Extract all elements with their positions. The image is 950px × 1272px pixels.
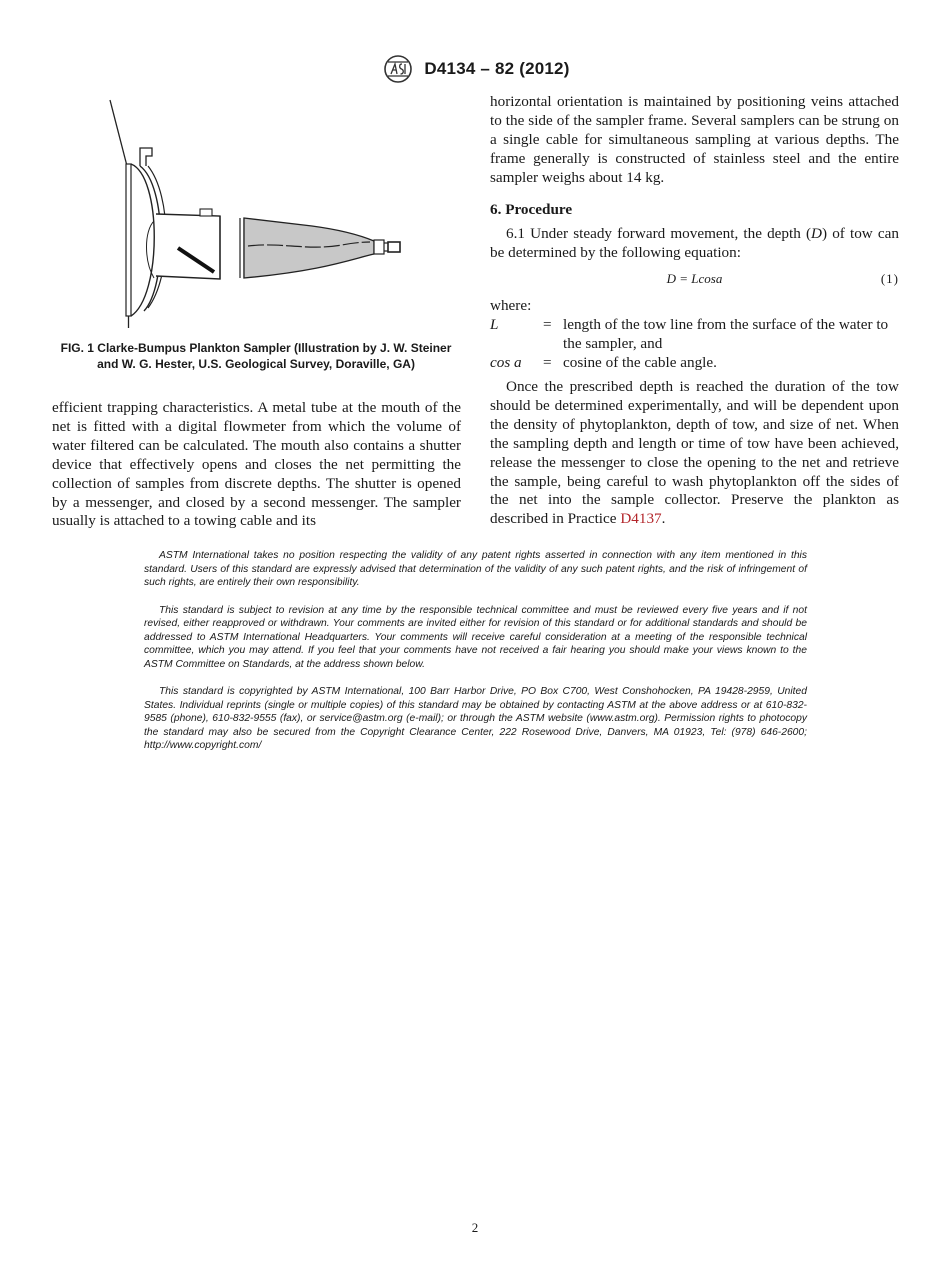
section-heading: 6. Procedure bbox=[490, 200, 573, 218]
equation: D = Lcosa bbox=[666, 271, 723, 287]
paragraph-6-1 bbox=[490, 225, 899, 263]
definition-equals: = bbox=[543, 353, 552, 371]
definition-text: length of the tow line from the surface of the water to the sampler, and bbox=[563, 316, 889, 353]
text-run: ) of tow can be determined by the following equation: bbox=[490, 225, 899, 262]
definition-term: L bbox=[490, 316, 499, 334]
where-label: where: bbox=[490, 297, 532, 315]
paragraph: efficient trapping characteristics. A metal tube at the mouth of the net is fitted with a digital flowmeter from which the volume of water filtered can be calculated. The mouth also contains a shutter device that effectively opens and closes the net permitting the collection of samples from discrete depths. The shutter is opened by a messenger, and closed by a second messenger. The sampler usually is attached to a towing cable and its bbox=[52, 399, 461, 530]
page-number: 2 bbox=[471, 1220, 479, 1235]
equation-row bbox=[490, 267, 899, 291]
document-title: D4134 – 82 (2012) bbox=[424, 59, 570, 78]
definition-row bbox=[490, 354, 899, 373]
legal-notices bbox=[144, 549, 807, 767]
astm-logo-icon bbox=[380, 54, 416, 84]
right-column bbox=[490, 93, 899, 529]
definition-term: cos a bbox=[490, 353, 522, 371]
figure-1 bbox=[52, 96, 462, 336]
paragraph bbox=[490, 378, 899, 529]
definition-text: cosine of the cable angle. bbox=[563, 353, 717, 371]
left-column bbox=[52, 399, 461, 531]
equation-number: (1) bbox=[880, 271, 899, 287]
paragraph: horizontal orientation is maintained by positioning veins attached to the side of the sampler frame. Several samplers can be strung on a single cable for simultaneous sampling at various depths. The frame generally is constructed of stainless steel and the entire sampler weighs about 14 kg. bbox=[490, 93, 899, 186]
figure-caption: FIG. 1 Clarke-Bumpus Plankton Sampler (Illustration by J. W. Steiner and W. G. Hester, U.S. Geological Survey, Doraville, GA) bbox=[60, 341, 452, 371]
revision-notice: This standard is subject to revision at any time by the responsible technical committee and must be reviewed every five years and if not revised, either reapproved or withdrawn. Your comments are invited either for revision of this standard or for additional standards and should be addressed to ASTM International Headquarters. Your comments will receive careful consideration at a meeting of the responsible technical committee, which you may attend. If you feel that your comments have not received a fair hearing you should make your views known to the ASTM Committee on Standards, at the address shown below. bbox=[144, 604, 807, 670]
plankton-sampler-illustration bbox=[52, 96, 462, 336]
definition-row bbox=[490, 316, 899, 354]
text-run: Once the prescribed depth is reached the duration of the tow should be determined experimentally, and will be dependent upon the density of phytoplankton, depth of tow, and size of net. When the sampling depth and length or time of tow have been achieved, release the messenger to close the opening to the net and retrieve the sample, being careful to wash phytoplankton off the sides of the net into the sample collector. Preserve the plankton as described in Practice bbox=[490, 377, 899, 528]
page-header bbox=[0, 54, 950, 84]
copyright-notice: This standard is copyrighted by ASTM International, 100 Barr Harbor Drive, PO Box C700, West Conshohocken, PA 19428-2959, United States. Individual reprints (single or multiple copies) of this standard may be obtained by contacting ASTM at the above address or at 610-832-9585 (phone), 610-832-9555 (fax), or service@astm.org (e-mail); or through the ASTM website (www.astm.org). Permission rights to photocopy the standard may also be secured from the Copyright Clearance Center, 222 Rosewood Drive, Danvers, MA 01923, Tel: (978) 646-2600; http://www.copyright.com/ bbox=[144, 686, 807, 751]
text-run: . bbox=[661, 510, 666, 528]
variable: D bbox=[811, 225, 822, 243]
practice-d4137-link[interactable]: D4137 bbox=[620, 510, 662, 528]
patent-notice: ASTM International takes no position respecting the validity of any patent rights asserted in connection with any item mentioned in this standard. Users of this standard are expressly advised that determination of the validity of any such patent rights, and the risk of infringement of such rights, are entirely their own responsibility. bbox=[144, 550, 807, 588]
definition-equals: = bbox=[543, 316, 552, 334]
text-run: 6.1 Under steady forward movement, the depth ( bbox=[506, 225, 812, 243]
